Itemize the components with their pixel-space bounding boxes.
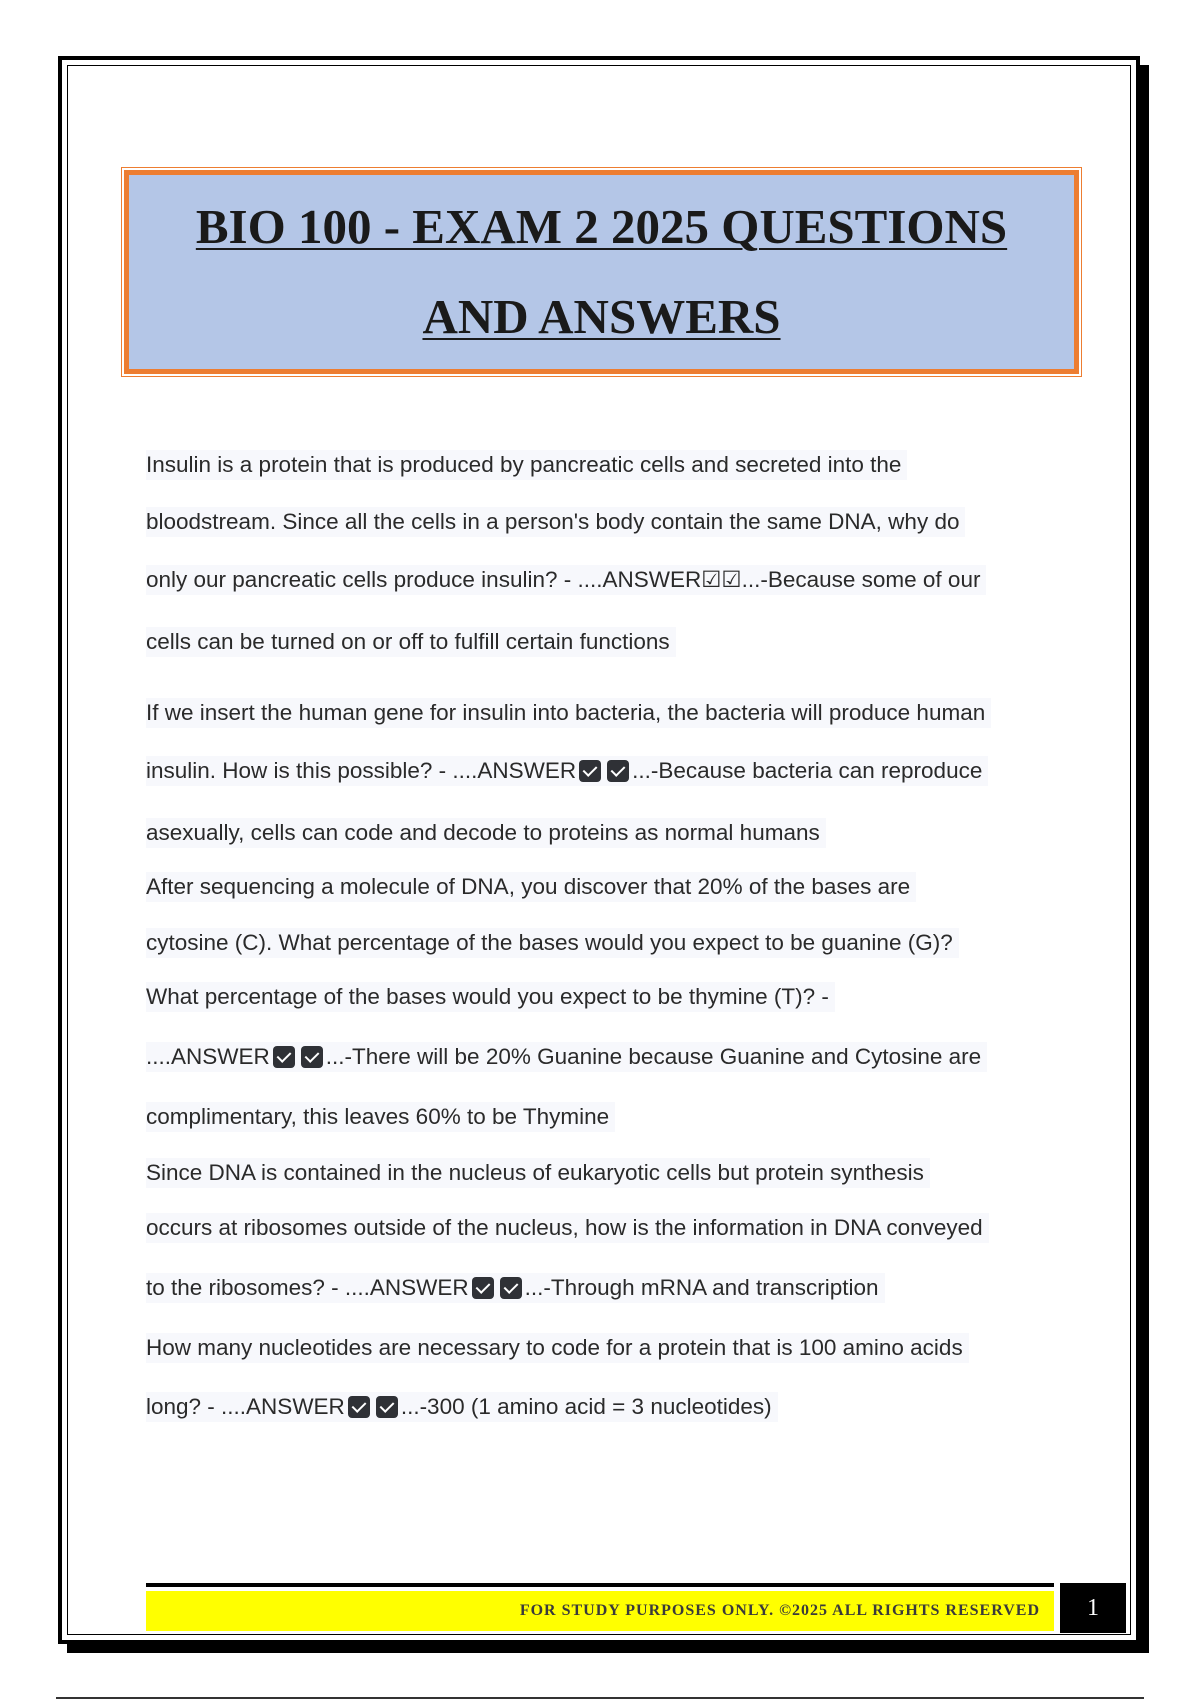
qa-line: After sequencing a molecule of DNA, you discover that 20% of the bases are [146, 872, 916, 902]
answer-prefix: ....ANSWER [146, 1044, 270, 1069]
page-number-box [1060, 1583, 1126, 1633]
qa-line: Insulin is a protein that is produced by pancreatic cells and secreted into the [146, 450, 907, 480]
answer-text: ...-Through mRNA and transcription [524, 1275, 879, 1300]
qa-line: cells can be turned on or off to fulfill certain functions [146, 627, 676, 657]
answer-text: ...-300 (1 amino acid = 3 nucleotides) [400, 1394, 772, 1419]
qa-line: bloodstream. Since all the cells in a person's body contain the same DNA, why do [146, 507, 965, 537]
checkbox-checked-icon [472, 1277, 494, 1299]
qa-answer-line [146, 1042, 987, 1072]
checkbox-checked-icon [348, 1396, 370, 1418]
qa-line: Since DNA is contained in the nucleus of eukaryotic cells but protein synthesis [146, 1158, 930, 1188]
qa-line: How many nucleotides are necessary to code for a protein that is 100 amino acids [146, 1333, 969, 1363]
footer-rule [146, 1583, 1054, 1587]
answer-text: ...-Because bacteria can reproduce [632, 758, 983, 783]
qa-line: If we insert the human gene for insulin into bacteria, the bacteria will produce human [146, 698, 991, 728]
checkbox-checked-icon [273, 1046, 295, 1068]
qa-line: asexually, cells can code and decode to proteins as normal humans [146, 818, 826, 848]
checkbox-checked-icon [607, 760, 629, 782]
answer-text: ...-There will be 20% Guanine because Guanine and Cytosine are [325, 1044, 982, 1069]
qa-line: occurs at ribosomes outside of the nucleus, how is the information in DNA conveyed [146, 1213, 989, 1243]
title-line-1: BIO 100 - EXAM 2 2025 QUESTIONS [195, 199, 1008, 254]
title-box [124, 170, 1079, 374]
footer-text: FOR STUDY PURPOSES ONLY. ©2025 ALL RIGHTS RESERVED [519, 1602, 1040, 1619]
checkbox-checked-icon [579, 760, 601, 782]
answer-prefix: long? - ....ANSWER [146, 1394, 345, 1419]
qa-line: only our pancreatic cells produce insulin? - ....ANSWER☑☑...-Because some of our [146, 565, 986, 595]
qa-answer-line [146, 756, 988, 786]
checkbox-checked-icon [301, 1046, 323, 1068]
title-line-2: AND ANSWERS [422, 289, 781, 344]
checkbox-checked-icon [376, 1396, 398, 1418]
qa-line: cytosine (C). What percentage of the bases would you expect to be guanine (G)? [146, 928, 959, 958]
qa-answer-line [146, 1273, 885, 1303]
page-number: 1 [1087, 1594, 1099, 1621]
answer-prefix: insulin. How is this possible? - ....ANSWER [146, 758, 577, 783]
footer-bar [146, 1591, 1054, 1631]
answer-prefix: to the ribosomes? - ....ANSWER [146, 1275, 469, 1300]
bottom-divider [56, 1697, 1144, 1699]
checkbox-checked-icon [500, 1277, 522, 1299]
qa-answer-line [146, 1392, 778, 1422]
qa-line: What percentage of the bases would you expect to be thymine (T)? - [146, 982, 835, 1012]
qa-line: complimentary, this leaves 60% to be Thymine [146, 1102, 615, 1132]
